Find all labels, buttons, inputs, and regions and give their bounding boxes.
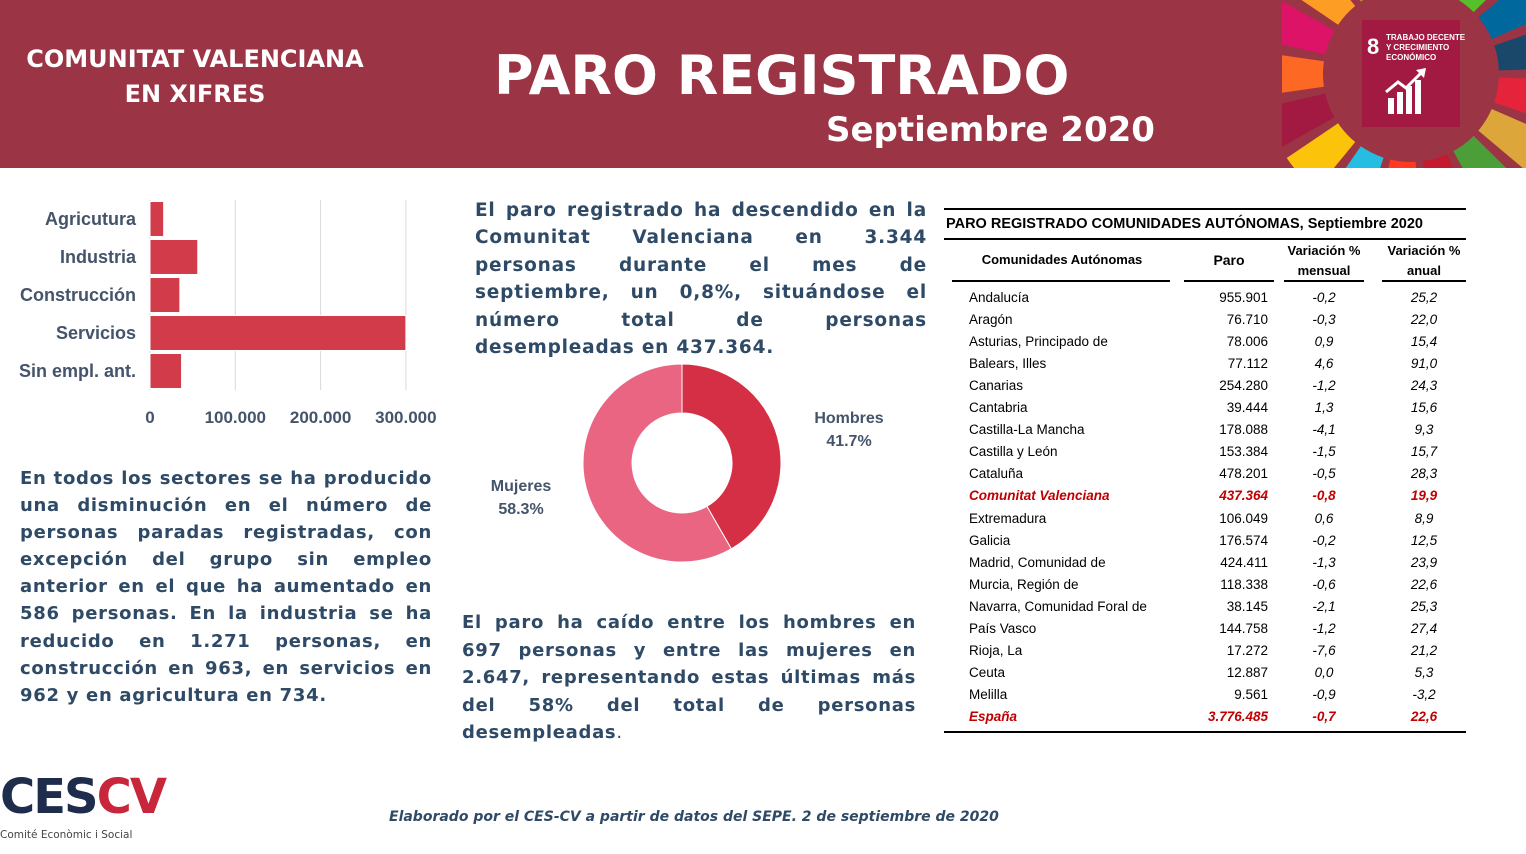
- table-row: [944, 441, 1466, 463]
- cell-anual: 15,4: [1410, 334, 1438, 350]
- cell-anual: 15,6: [1410, 400, 1438, 416]
- table-row: [944, 397, 1466, 419]
- sector-bar-chart: [0, 190, 460, 440]
- table-row: [944, 684, 1466, 706]
- cell-name: Aragón: [969, 312, 1013, 328]
- x-tick-label: 300.000: [375, 408, 437, 427]
- table-row: [944, 662, 1466, 684]
- cell-paro: 254.280: [1219, 378, 1268, 394]
- cell-anual: 25,3: [1410, 598, 1438, 614]
- bar-0: [150, 202, 164, 237]
- header-rule-mensual: [1284, 280, 1364, 282]
- cell-paro: 178.088: [1219, 422, 1268, 438]
- cell-name: Ceuta: [969, 664, 1006, 680]
- cell-anual: 12,5: [1410, 532, 1438, 548]
- cell-paro: 78.006: [1226, 334, 1268, 350]
- table-row: [944, 706, 1466, 728]
- paragraph-gender-main: El paro ha caído entre los hombres en 697 personas y entre las mujeres en 2.647, representando estas últimas más del 58% del total de personas desempleadas: [462, 612, 916, 744]
- sdg-label-line1: TRABAJO DECENTE: [1386, 33, 1466, 42]
- cell-name: Galicia: [969, 532, 1011, 548]
- cell-anual: 91,0: [1410, 356, 1438, 372]
- cell-name: Cataluña: [969, 466, 1024, 482]
- cell-mensual: -1,2: [1312, 378, 1336, 394]
- cell-name: Asturias, Principado de: [969, 334, 1108, 350]
- cell-name: Cantabria: [969, 400, 1028, 416]
- table-title: PARO REGISTRADO COMUNIDADES AUTÓNOMAS, Septiembre 2020: [946, 216, 1423, 232]
- cell-mensual: 0,6: [1314, 510, 1334, 526]
- cell-mensual: 1,3: [1314, 400, 1334, 416]
- paragraph-sectors: En todos los sectores se ha producido una disminución en el número de personas paradas registradas, con excepción del grupo sin empleo anterior en el que ha aumentado en 586 personas. En la industria se ha reducido en 1.271 personas, en construcción en 963, en servicios en 962 y en agricultura en 734.: [20, 468, 432, 706]
- cell-anual: 19,9: [1410, 488, 1438, 504]
- category-label: Construcción: [19, 285, 136, 305]
- table-row: [944, 640, 1466, 662]
- cell-paro: 12.887: [1226, 664, 1268, 680]
- cell-paro: 3.776.485: [1207, 708, 1268, 724]
- cell-paro: 424.411: [1220, 554, 1268, 570]
- sdg-number: 8: [1367, 34, 1380, 59]
- cell-name: Navarra, Comunidad Foral de: [969, 598, 1147, 614]
- category-label: Industria: [59, 247, 136, 267]
- table-row: [944, 331, 1466, 353]
- cell-name: Andalucía: [969, 290, 1030, 305]
- table-row: [944, 309, 1466, 331]
- header-anual-1: Variación %: [1387, 243, 1461, 258]
- cell-name: Murcia, Región de: [969, 576, 1079, 592]
- header-name: Comunidades Autónomas: [981, 252, 1143, 267]
- cell-mensual: -1,2: [1312, 620, 1336, 636]
- cell-paro: 176.574: [1219, 532, 1268, 548]
- x-tick-label: 0: [145, 408, 155, 427]
- table-bottom-rule: [944, 731, 1466, 733]
- table-row: [944, 485, 1466, 507]
- paragraph-gender-end: .: [616, 722, 623, 744]
- cell-mensual: 0,9: [1314, 334, 1334, 350]
- cell-paro: 106.049: [1219, 510, 1268, 526]
- header-paro: Paro: [1213, 252, 1245, 268]
- cell-mensual: -0,9: [1312, 686, 1336, 702]
- table-title-rule: [944, 238, 1466, 240]
- table-row: [944, 419, 1466, 441]
- table-row: [944, 618, 1466, 640]
- header-mensual-1: Variación %: [1287, 243, 1361, 258]
- logo-tagline: Comité Econòmic i Social: [0, 829, 133, 841]
- cell-paro: 144.758: [1219, 620, 1268, 636]
- cell-anual: 15,7: [1410, 444, 1438, 460]
- page-title: PARO REGISTRADO: [494, 44, 1070, 107]
- cell-anual: -3,2: [1412, 686, 1436, 702]
- table-row: [944, 508, 1466, 530]
- cell-anual: 22,0: [1410, 312, 1438, 328]
- cell-mensual: 0,0: [1314, 664, 1334, 680]
- cell-name: Madrid, Comunidad de: [969, 554, 1106, 570]
- cell-name: Melilla: [969, 686, 1008, 702]
- cell-name: Balears, Illes: [969, 356, 1047, 372]
- cell-mensual: -0,2: [1312, 532, 1336, 548]
- category-label: Sin empl. ant.: [18, 361, 136, 381]
- header-rule-name: [952, 280, 1170, 282]
- cell-paro: 77.112: [1227, 356, 1268, 372]
- cell-name: Extremadura: [969, 510, 1047, 526]
- gender-donut-chart: [460, 350, 940, 580]
- header-rule-paro: [1184, 280, 1274, 282]
- cell-name: Rioja, La: [969, 642, 1023, 658]
- cell-name: Castilla y León: [969, 444, 1058, 460]
- category-label: Servicios: [55, 323, 136, 343]
- table-row: [944, 596, 1466, 618]
- cell-mensual: -4,1: [1312, 422, 1336, 438]
- table-row: [944, 463, 1466, 485]
- cell-anual: 9,3: [1414, 422, 1434, 438]
- cell-paro: 437.364: [1219, 488, 1268, 504]
- cell-paro: 39.444: [1226, 400, 1268, 416]
- cell-paro: 17.272: [1226, 642, 1268, 658]
- table-row: [944, 353, 1466, 375]
- cell-mensual: -0,2: [1312, 290, 1336, 305]
- bar-1: [150, 240, 198, 275]
- bar-3: [150, 316, 406, 351]
- sdg-label-line3: ECONÓMICO: [1386, 53, 1437, 62]
- x-tick-label: 200.000: [289, 408, 352, 427]
- category-label: Agricutura: [44, 209, 136, 229]
- paragraph-summary: El paro registrado ha descendido en la Comunitat Valenciana en 3.344 personas durante el mes de septiembre, un 0,8%, situándose el número total de personas desempleadas en 437.364.: [475, 200, 927, 359]
- org-title-line1: COMUNITAT VALENCIANA: [26, 45, 364, 73]
- cell-anual: 28,3: [1410, 466, 1438, 482]
- slice-label: Mujeres: [490, 478, 552, 495]
- cell-paro: 955.901: [1219, 290, 1268, 305]
- cell-mensual: -0,7: [1312, 708, 1336, 724]
- table-row: [944, 574, 1466, 596]
- cell-anual: 22,6: [1410, 576, 1438, 592]
- cell-mensual: -1,3: [1312, 554, 1336, 570]
- cell-name: Castilla-La Mancha: [969, 422, 1085, 438]
- header-banner: [0, 0, 1526, 168]
- cell-paro: 118.338: [1220, 576, 1268, 592]
- header-rule-anual: [1382, 280, 1466, 282]
- table-row: [944, 287, 1466, 309]
- sdg-segment: [1478, 0, 1526, 39]
- cell-paro: 38.145: [1226, 598, 1268, 614]
- cell-paro: 76.710: [1226, 312, 1268, 328]
- cell-anual: 22,6: [1410, 708, 1438, 724]
- page-subtitle: Septiembre 2020: [826, 110, 1155, 150]
- cell-mensual: -1,5: [1312, 444, 1336, 460]
- header-mensual-2: mensual: [1297, 263, 1351, 278]
- cell-mensual: -0,6: [1312, 576, 1336, 592]
- cell-anual: 21,2: [1410, 642, 1438, 658]
- cell-paro: 9.561: [1234, 686, 1268, 702]
- footer-source: Elaborado por el CES-CV a partir de datos del SEPE. 2 de septiembre de 2020: [389, 809, 999, 825]
- cell-paro: 153.384: [1219, 444, 1268, 460]
- sdg-segment: [1282, 52, 1324, 95]
- header-anual-2: anual: [1407, 263, 1441, 278]
- slice-label: Hombres: [814, 410, 884, 427]
- slice-value-label: 58.3%: [498, 501, 544, 518]
- table-row: [944, 530, 1466, 552]
- cell-mensual: -7,6: [1312, 642, 1336, 658]
- cell-anual: 27,4: [1410, 620, 1438, 636]
- cell-name: Comunitat Valenciana: [969, 488, 1110, 504]
- paragraph-gender: [462, 609, 916, 747]
- sdg-label-line2: Y CRECIMIENTO: [1386, 43, 1450, 52]
- cell-anual: 23,9: [1410, 554, 1438, 570]
- cell-mensual: -0,3: [1312, 312, 1336, 328]
- slice-value-label: 41.7%: [826, 433, 872, 450]
- cell-anual: 24,3: [1410, 378, 1438, 394]
- cell-anual: 8,9: [1414, 510, 1434, 526]
- bar-4: [150, 354, 182, 389]
- logo-name-main: CES: [0, 769, 97, 825]
- cell-anual: 5,3: [1414, 664, 1434, 680]
- cell-paro: 478.201: [1219, 466, 1268, 482]
- x-tick-label: 100.000: [204, 408, 267, 427]
- cell-name: España: [969, 708, 1018, 724]
- org-title: [20, 42, 370, 112]
- cell-mensual: -2,1: [1312, 598, 1336, 614]
- cell-name: País Vasco: [969, 620, 1037, 636]
- cell-mensual: 4,6: [1314, 356, 1334, 372]
- cescv-logo: [0, 767, 165, 827]
- table-row: [944, 552, 1466, 574]
- cell-name: Canarias: [969, 378, 1024, 394]
- org-title-line2: EN XIFRES: [124, 80, 266, 108]
- logo-name-accent: CV: [96, 769, 165, 825]
- bar-2: [150, 278, 180, 313]
- cell-anual: 25,2: [1410, 290, 1438, 305]
- sdg-wheel-icon: [1282, 0, 1526, 168]
- cell-mensual: -0,5: [1312, 466, 1336, 482]
- table-row: [944, 375, 1466, 397]
- cell-mensual: -0,8: [1312, 488, 1336, 504]
- table-top-rule: [944, 208, 1466, 210]
